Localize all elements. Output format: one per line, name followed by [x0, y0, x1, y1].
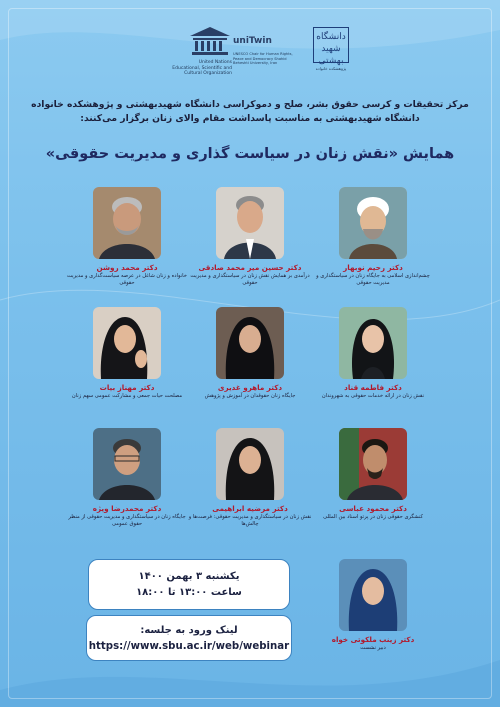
intro-line-1: مرکز تحقیقات و کرسی حقوق بشر، صلح و دموکراسی دانشگاه شهیدبهشتی و پژوهشکده خانواده	[31, 99, 469, 110]
speaker-photo	[339, 559, 407, 631]
speaker-role: کنشگری حقوقی زنان در پرتو اسناد بین المللی	[323, 514, 423, 520]
person-avatar-icon	[93, 428, 161, 500]
unesco-logo	[172, 26, 232, 77]
speaker-photo	[93, 428, 161, 500]
person-avatar-icon	[339, 187, 407, 259]
person-avatar-icon	[339, 428, 407, 500]
speaker-role: نقش زنان در ارائه خدمات حقوقی به شهروندان	[321, 393, 425, 399]
speaker-photo	[339, 428, 407, 500]
speaker-card	[308, 307, 438, 400]
speaker-role: جایگاه زنان حقوقدان در آموزش و پژوهش	[204, 393, 296, 399]
unesco-text: United Nations Educational, Scientific and Cultural Organization	[172, 60, 232, 76]
speaker-name: دکتر مرضیه ابراهیمی	[212, 504, 288, 513]
speaker-name: دکتر حسین میر محمد صادقی	[198, 263, 302, 272]
sbu-logo	[302, 27, 360, 71]
unesco-temple-icon	[188, 26, 232, 56]
speaker-card	[308, 428, 438, 521]
speaker-card	[185, 187, 315, 287]
person-avatar-icon	[339, 559, 407, 631]
sbu-mark: دانشگاه شهید بهشتی	[313, 27, 349, 63]
unitwin-text: UNESCO Chair for Human Rights, Peace and Democracy Shahid Beheshti University, Iran	[233, 52, 293, 66]
person-avatar-icon	[216, 428, 284, 500]
speaker-photo	[216, 187, 284, 259]
speaker-photo	[339, 307, 407, 379]
speaker-name: دکتر محمود عباسی	[339, 504, 407, 513]
speaker-photo	[216, 428, 284, 500]
speaker-name: دکتر محمدرضا ویژه	[92, 504, 162, 513]
event-title: همایش «نقش زنان در سیاست گذاری و مدیریت حقوقی»	[45, 146, 455, 162]
speaker-name: دکتر زینب ملکوتی خواه	[331, 635, 415, 644]
speaker-photo	[216, 307, 284, 379]
speaker-name: دکتر محمد روشن	[96, 263, 158, 272]
intro-line-2: دانشگاه شهیدبهشتی به مناسبت پاسداشت مقام والای زنان برگزار می‌کنند:	[80, 113, 420, 124]
speaker-photo	[93, 307, 161, 379]
person-avatar-icon	[216, 307, 284, 379]
speaker-name: دکتر مهناز بیات	[99, 383, 155, 392]
event-time: ساعت ۱۳:۰۰ تا ۱۸:۰۰	[136, 587, 242, 598]
person-avatar-icon	[216, 187, 284, 259]
unitwin-logo	[233, 36, 293, 66]
speaker-role: جایگاه زنان در سیاستگذاری و مدیریت حقوقی از منظر حقوق عمومی	[68, 514, 186, 527]
speaker-card	[308, 187, 438, 287]
webinar-link[interactable]: https://www.sbu.ac.ir/web/webinar	[88, 641, 290, 652]
person-avatar-icon	[93, 307, 161, 379]
speaker-name: دکتر فاطمه قناد	[344, 383, 402, 392]
speaker-role: چشم‌اندازی اسلامی به جایگاه زنان در سیاستگذاری و مدیریت حقوقی	[316, 273, 430, 286]
speaker-photo	[93, 187, 161, 259]
intro-text	[22, 98, 478, 126]
speaker-card	[185, 307, 315, 400]
speaker-name: دکتر ماهرو غدیری	[217, 383, 283, 392]
speaker-name: دکتر رحیم نوبهار	[343, 263, 403, 272]
sbu-text: پژوهشکده خانواده	[315, 66, 347, 71]
speaker-card	[62, 428, 192, 528]
moderator-card	[308, 559, 438, 652]
speaker-role: دبیر نشست	[360, 645, 386, 651]
webinar-link-label: لینک ورود به جلسه:	[140, 625, 238, 636]
person-avatar-icon	[93, 187, 161, 259]
speaker-card	[62, 307, 192, 400]
person-avatar-icon	[339, 307, 407, 379]
speaker-role: خانواده و زنان شاغل در عرصه سیاست‌گذاری و مدیریت حقوقی	[67, 273, 187, 286]
speaker-role: نقش زنان در سیاستگذاری و مدیریت حقوقی: فرصت‌ها و چالش‌ها	[188, 514, 312, 527]
speaker-card	[185, 428, 315, 528]
speaker-card	[62, 187, 192, 287]
webinar-link-box	[86, 615, 292, 661]
event-datetime-box	[88, 559, 290, 610]
speaker-role: مصلحت حیات جمعی و مشارکت عمومی سهم زنان	[71, 393, 183, 399]
speaker-role: درآمدی بر همایش نقش زنان در سیاستگذاری و مدیریت حقوقی	[190, 273, 310, 286]
speaker-photo	[339, 187, 407, 259]
event-date: یکشنبه ۳ بهمن ۱۴۰۰	[138, 571, 240, 582]
unitwin-mark: uniTwin	[233, 36, 272, 46]
